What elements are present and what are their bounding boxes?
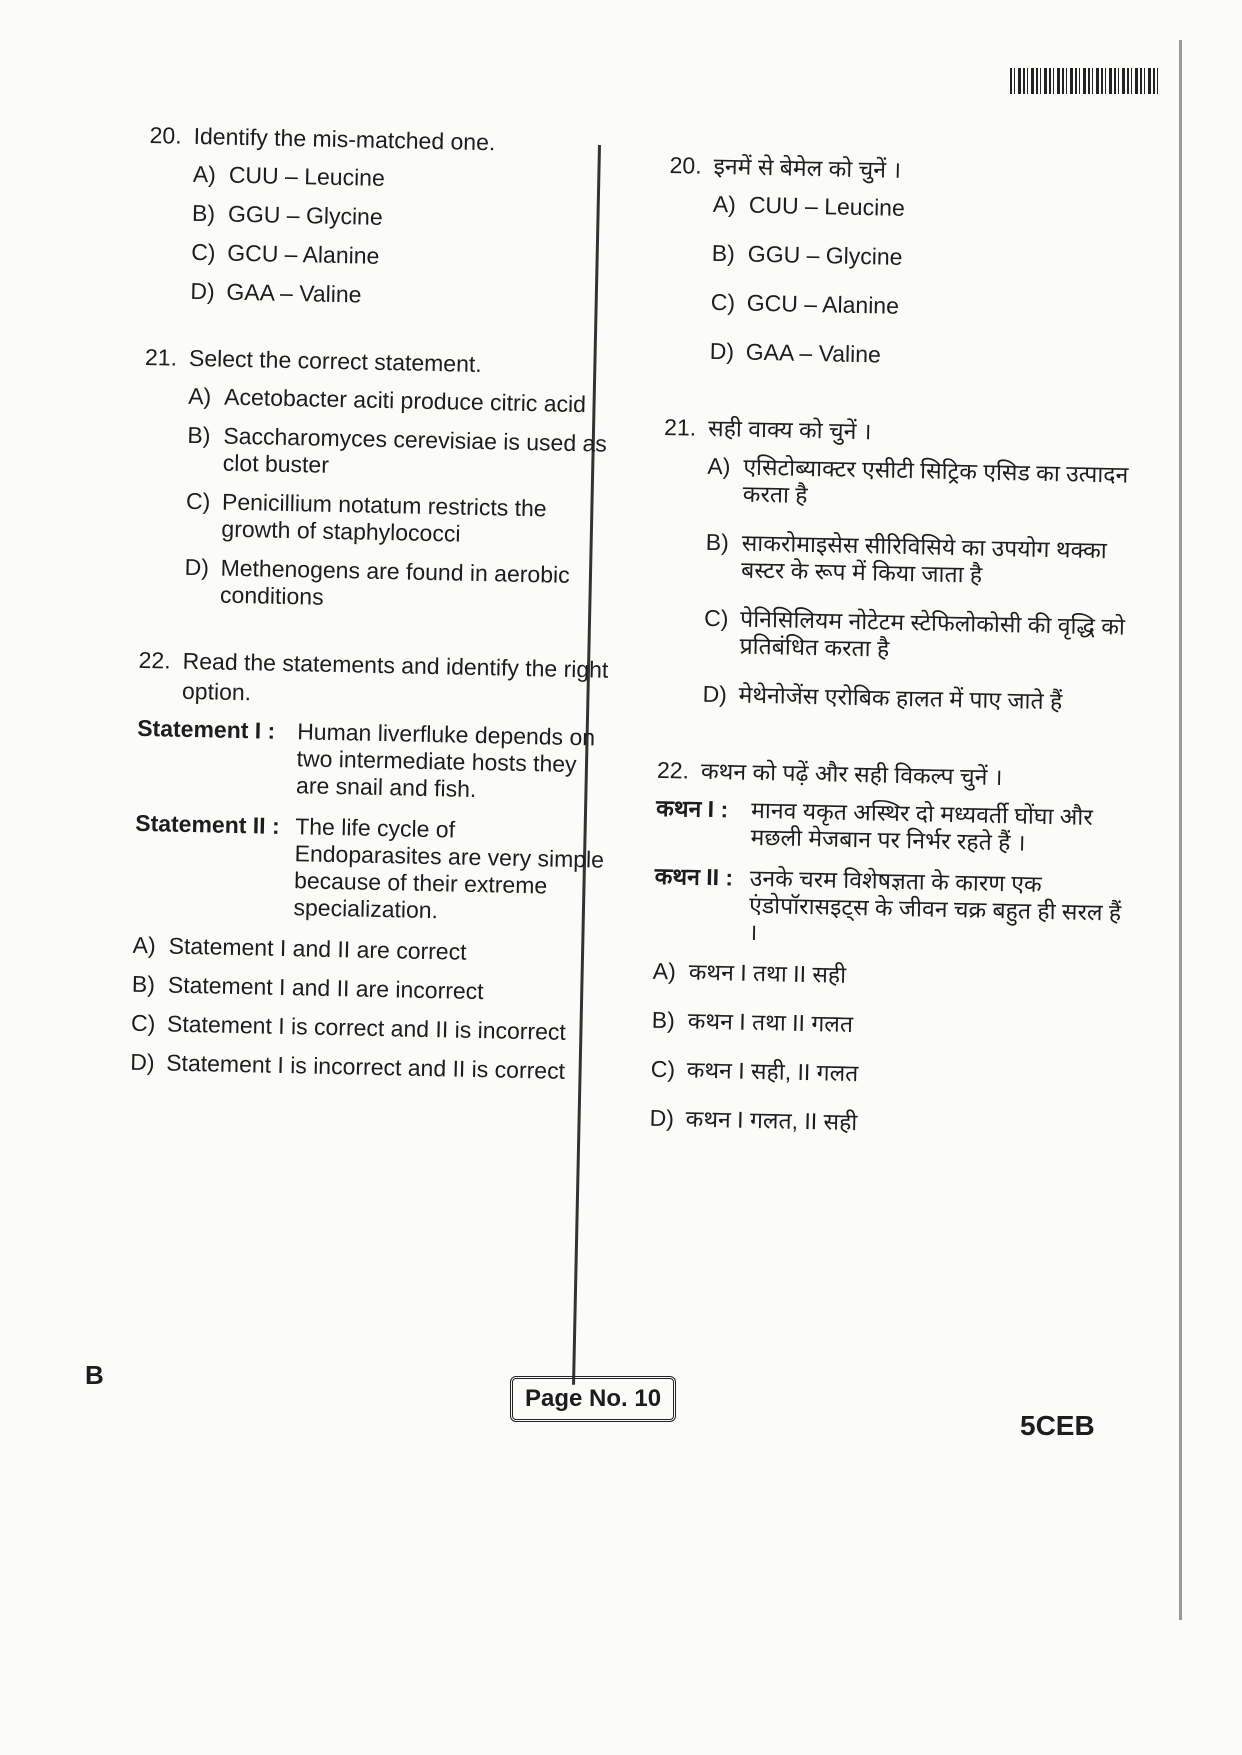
question-number: 20. xyxy=(149,121,182,149)
question-stem: Read the statements and identify the right option. xyxy=(181,647,609,706)
booklet-code: 5CEB xyxy=(1020,1410,1095,1441)
option-a: A) Acetobacter aciti produce citric acid xyxy=(187,382,587,418)
page-edge-rule xyxy=(1179,40,1182,1620)
option-c: C) GCU – Alanine xyxy=(710,288,900,319)
statement-1: Statement I : Human liverfluke depends on two intermediate hosts they are snail and fish. xyxy=(136,714,596,802)
english-column xyxy=(129,120,620,1124)
hindi-column xyxy=(648,150,1149,1190)
option-d: D) कथन I गलत, II सही xyxy=(649,1104,858,1136)
option-d: D) मेथेनोजेंस एरोबिक हालत में पाए जाते हैं xyxy=(702,680,1063,715)
barcode xyxy=(1010,68,1160,94)
question-stem: सही वाक्य को चुनें । xyxy=(707,414,872,445)
option-d: D) GAA – Valine xyxy=(190,277,362,308)
question-number: 21. xyxy=(663,413,697,441)
option-a: A) कथन I तथा II सही xyxy=(652,957,847,988)
option-b: B) GGU – Glycine xyxy=(711,239,903,270)
option-b: B) Statement I and II are incorrect xyxy=(131,970,484,1005)
option-a: A) CUU – Leucine xyxy=(192,160,386,191)
statement-1: कथन I : मानव यकृत अस्थिर दो मध्यवर्ती घोंघा और मछली मेजबान पर निर्भर रहते हैं । xyxy=(655,794,1094,856)
option-c: C) पेनिसिलियम नोटेटम स्टेफिलोकोसी की वृद्धि को प्रतिबंधित करता है xyxy=(703,604,1126,662)
question-stem: कथन को पढ़ें और सही विकल्प चुनें । xyxy=(700,757,1003,791)
question-number: 22. xyxy=(138,646,171,674)
statement-2: Statement II : The life cycle of Endoparasites are very simple because of their extreme specialization. xyxy=(135,809,605,924)
option-d: D) Statement I is incorrect and II is correct xyxy=(129,1048,566,1084)
option-a: A) Statement I and II are correct xyxy=(132,931,467,965)
option-b: B) GGU – Glycine xyxy=(191,199,383,230)
question-20-hi xyxy=(666,150,1150,374)
option-a: A) CUU – Leucine xyxy=(712,190,906,221)
question-number: 20. xyxy=(669,151,702,179)
question-22-hi xyxy=(649,755,1137,1142)
question-21-en xyxy=(140,342,615,617)
option-c: C) GCU – Alanine xyxy=(190,238,380,269)
question-number: 22. xyxy=(656,756,690,784)
option-a: A) एसिटोब्याक्टर एसीटी सिट्रिक एसिड का उत्पादन करता है xyxy=(707,452,1129,508)
section-letter: B xyxy=(85,1360,104,1390)
page-number-box: Page No. 10 xyxy=(510,1376,676,1422)
question-20-en xyxy=(146,120,620,314)
question-stem: इनमें से बेमेल को चुनें । xyxy=(713,152,902,183)
option-c: C) Statement I is correct and II is incorrect xyxy=(130,1009,567,1045)
question-21-hi xyxy=(658,412,1144,717)
statement-2: कथन II : उनके चरम विशेषज्ञता के कारण एक एंडोपॉरासइट्स के जीवन चक्र बहुत ही सरल हैं । xyxy=(654,862,1122,945)
question-stem: Identify the mis-matched one. xyxy=(193,122,496,156)
question-22-en xyxy=(130,645,609,1086)
option-b: B) Saccharomyces cerevisiae is used as clot buster xyxy=(187,421,608,478)
option-b: B) कथन I तथा II गलत xyxy=(651,1006,854,1038)
option-d: D) GAA – Valine xyxy=(709,337,882,368)
option-c: C) कथन I सही, II गलत xyxy=(650,1055,859,1087)
option-c: C) Penicillium notatum restricts the growth of staphylococci xyxy=(185,487,547,547)
option-b: B) साकरोमाइसेस सीरिविसिये का उपयोग थक्का बस्टर के रूप में किया जाता है xyxy=(705,528,1108,588)
question-stem: Select the correct statement. xyxy=(188,344,482,377)
option-d: D) Methenogens are found in aerobic conditions xyxy=(184,553,570,610)
question-number: 21. xyxy=(144,343,178,371)
